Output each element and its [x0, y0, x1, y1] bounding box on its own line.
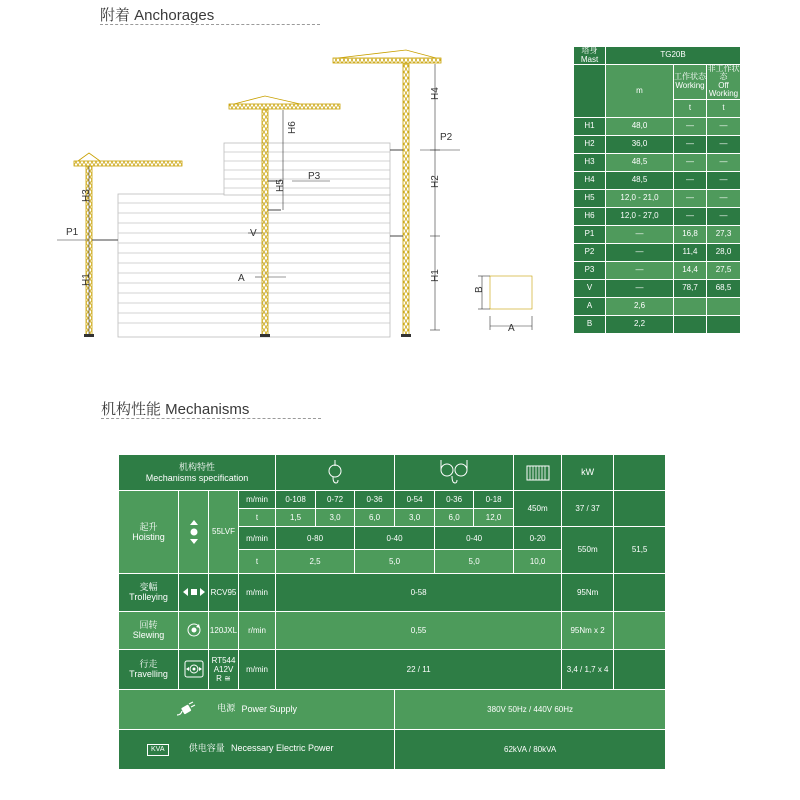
hoisting-model: 55LVF	[209, 491, 239, 574]
hoisting-speed-a: 0-72	[316, 491, 355, 509]
value-working: 14,4	[674, 261, 707, 279]
kva-badge-icon: KVA	[147, 744, 169, 756]
travelling-power: 3,4 / 1,7 x 4	[562, 649, 614, 689]
heading-divider	[101, 418, 321, 419]
section-label-b: B	[474, 286, 485, 293]
trolleying-speed: 0-58	[276, 573, 562, 611]
value-m: —	[606, 279, 674, 297]
spec-label-en: Mechanisms specification	[145, 472, 249, 483]
value-m: 48,0	[606, 117, 674, 135]
building-outline	[118, 143, 390, 337]
value-working: —	[674, 135, 707, 153]
travelling-model	[209, 649, 239, 689]
dim-label-p2: P2	[440, 132, 453, 143]
hoisting-speed-a: 0-36	[435, 491, 474, 509]
travelling-unit: m/min	[239, 649, 276, 689]
hoisting-label-cn: 起升	[139, 521, 158, 532]
trolley-arrows-icon	[179, 573, 209, 611]
value-off-working: —	[707, 153, 741, 171]
hoisting-rope-a: 450m	[514, 491, 562, 527]
dim-label-a: A	[238, 273, 245, 284]
row-label: V	[574, 279, 606, 297]
slewing-model: 120JXL	[209, 611, 239, 649]
row-label: P1	[574, 225, 606, 243]
blank-header	[574, 65, 606, 118]
plug-icon	[175, 705, 199, 714]
power-supply-value: 380V 50Hz / 440V 60Hz	[395, 689, 666, 729]
dim-label-h6: H6	[287, 121, 298, 134]
slewing-power: 95Nm x 2	[562, 611, 614, 649]
hoisting-unit-t: t	[239, 550, 276, 573]
row-label: A	[574, 297, 606, 315]
slewing-speed: 0,55	[276, 611, 562, 649]
travelling-model-1: RT544	[211, 655, 236, 665]
travelling-label	[119, 649, 179, 689]
power-supply-cn: 电源	[217, 703, 236, 714]
blank-cell	[614, 611, 666, 649]
value-working: —	[674, 153, 707, 171]
hoisting-speed-a: 0-108	[276, 491, 316, 509]
value-off-working: —	[707, 135, 741, 153]
hoisting-arrows-icon	[179, 491, 209, 574]
dim-label-h5: H5	[275, 179, 286, 192]
anchorage-row	[574, 117, 741, 135]
slewing-rotation-icon	[179, 611, 209, 649]
value-m: —	[606, 261, 674, 279]
value-working: 16,8	[674, 225, 707, 243]
value-m: 48,5	[606, 153, 674, 171]
value-m: 48,5	[606, 171, 674, 189]
working-label-en: Working	[675, 80, 705, 90]
hoisting-unit-mmin: m/min	[239, 491, 276, 509]
value-off-working: 27,5	[707, 261, 741, 279]
hoisting-unit-mmin: m/min	[239, 527, 276, 550]
mechanisms-title: 机构性能 Mechanisms	[101, 401, 250, 418]
value-m: 2,6	[606, 297, 674, 315]
hoisting-load-a: 6,0	[355, 509, 395, 527]
double-fall-hook-icon	[395, 455, 514, 491]
anchorage-row	[574, 135, 741, 153]
value-working	[674, 315, 707, 333]
blank-cell	[614, 573, 666, 611]
value-m: 12,0 - 21,0	[606, 189, 674, 207]
off-label-en1: Off	[718, 80, 729, 90]
slewing-label	[119, 611, 179, 649]
rope-drum-icon	[514, 455, 562, 491]
hoisting-label-en: Hoisting	[132, 531, 165, 542]
hoisting-unit-t: t	[239, 509, 276, 527]
trolleying-unit: m/min	[239, 573, 276, 611]
working-header	[674, 65, 707, 100]
value-m: 36,0	[606, 135, 674, 153]
anchorage-diagram	[0, 0, 560, 345]
unit-t-working: t	[674, 99, 707, 117]
row-label: H1	[574, 117, 606, 135]
anchorage-row	[574, 279, 741, 297]
mast-header	[574, 47, 606, 65]
mechanisms-table: 机构特性 Mechanisms specification kW 起升 Hoisting 55LVF m/min 0-108 0-72 0-36 0-54 0-36 0-18 450m 37 / 37 t 1,5 3,0 6,0 3,0 6,0 12,0 m/min 0-80 0-40 0-40 0-20 550m 51,5 可选择 Optional winch t 2,5 5,0 5,0 10,0 变幅 Trolleying RCV95 m/min 0-58 95Nm 回转 Slewing 120JXL r/min 0,55 95Nm x 2 行走 Travelling RT544 A12V R ≅ m/min 22 / 11 3,4 / 1,7 x 4 电源 Power Supply 380V 50Hz / 440V 60Hz KVA 供电容量 Necessary Electric Power 62kVA / 80kVA	[118, 454, 666, 770]
value-m: 12,0 - 27,0	[606, 207, 674, 225]
travelling-label-en: Travelling	[129, 669, 168, 680]
slewing-unit: r/min	[239, 611, 276, 649]
value-off-working	[707, 297, 741, 315]
travelling-label-cn: 行走	[139, 659, 158, 670]
value-off-working: 68,5	[707, 279, 741, 297]
dim-label-p3: P3	[308, 171, 321, 182]
dim-label-p1: P1	[66, 227, 79, 238]
value-off-working: —	[707, 171, 741, 189]
row-label: P3	[574, 261, 606, 279]
hoisting-speed-b: 0-20	[514, 527, 562, 550]
value-m: —	[606, 243, 674, 261]
anchorage-row	[574, 207, 741, 225]
hoisting-rope-b: 550m	[562, 527, 614, 574]
value-working: —	[674, 171, 707, 189]
dim-label-v: V	[250, 228, 257, 239]
anchorage-row	[574, 297, 741, 315]
spec-label-cn: 机构特性	[179, 462, 216, 473]
value-working: 11,4	[674, 243, 707, 261]
single-fall-hook-icon	[276, 455, 395, 491]
travel-wheel-icon	[179, 649, 209, 689]
hoisting-load-b: 10,0	[514, 550, 562, 573]
row-label: H6	[574, 207, 606, 225]
hoisting-label	[119, 491, 179, 574]
mast-label-en: Mast	[580, 54, 599, 64]
kw-header: kW	[562, 455, 614, 491]
anchorage-row	[574, 225, 741, 243]
travelling-model-2: A12V	[213, 664, 234, 674]
mechanisms-heading	[101, 398, 249, 419]
hoisting-load-b: 2,5	[276, 550, 355, 573]
unit-m-header: m	[606, 65, 674, 118]
value-m: —	[606, 225, 674, 243]
value-working: —	[674, 117, 707, 135]
electric-power-value: 62kVA / 80kVA	[395, 729, 666, 769]
trolleying-model: RCV95	[209, 573, 239, 611]
value-working: —	[674, 189, 707, 207]
electric-power-en: Necessary Electric Power	[230, 742, 334, 753]
dim-label-h3: H3	[81, 189, 92, 202]
spec-header	[119, 455, 276, 491]
anchorage-row	[574, 153, 741, 171]
unit-t-off: t	[707, 99, 741, 117]
value-working: —	[674, 207, 707, 225]
value-off-working	[707, 315, 741, 333]
value-m: 2,2	[606, 315, 674, 333]
travelling-speed: 22 / 11	[276, 649, 562, 689]
dim-label-h2: H2	[430, 175, 441, 188]
value-off-working: 28,0	[707, 243, 741, 261]
hoisting-power-a: 37 / 37	[562, 491, 614, 527]
row-label: B	[574, 315, 606, 333]
dim-label-h4: H4	[430, 87, 441, 100]
blank-cell	[614, 491, 666, 527]
trolleying-power: 95Nm	[562, 573, 614, 611]
hoisting-load-b: 5,0	[355, 550, 435, 573]
section-label-a: A	[508, 323, 515, 334]
anchorages-title: 附着 Anchorages	[100, 7, 215, 24]
value-working	[674, 297, 707, 315]
hoisting-speed-b: 0-40	[355, 527, 435, 550]
hoisting-speed-a: 0-54	[395, 491, 435, 509]
model-header: TG20B	[606, 47, 741, 65]
trolleying-label-cn: 变幅	[139, 582, 158, 593]
value-off-working: —	[707, 189, 741, 207]
dim-label-h1-left: H1	[81, 273, 92, 286]
hoisting-load-a: 3,0	[316, 509, 355, 527]
row-label: H2	[574, 135, 606, 153]
value-off-working: —	[707, 207, 741, 225]
anchorage-row	[574, 171, 741, 189]
mast-label-cn: 塔身	[581, 46, 598, 56]
hoisting-speed-a: 0-18	[474, 491, 514, 509]
hoisting-load-a: 3,0	[395, 509, 435, 527]
anchorage-row	[574, 315, 741, 333]
hoisting-load-b: 5,0	[435, 550, 514, 573]
hoisting-speed-b: 0-80	[276, 527, 355, 550]
slewing-label-cn: 回转	[139, 620, 158, 631]
blank-header	[614, 455, 666, 491]
hoisting-speed-b: 0-40	[435, 527, 514, 550]
row-label: H4	[574, 171, 606, 189]
hoisting-load-a: 6,0	[435, 509, 474, 527]
blank-cell	[614, 649, 666, 689]
working-label-cn: 工作状态	[674, 72, 706, 82]
row-label: H3	[574, 153, 606, 171]
anchorage-row	[574, 261, 741, 279]
off-label-en2: Working	[708, 89, 739, 99]
anchorage-row	[574, 243, 741, 261]
hoisting-load-a: 1,5	[276, 509, 316, 527]
hoisting-load-a: 12,0	[474, 509, 514, 527]
travelling-model-3: R ≅	[216, 674, 231, 684]
row-label: P2	[574, 243, 606, 261]
off-working-header	[707, 65, 741, 100]
row-label: H5	[574, 189, 606, 207]
section-box	[478, 276, 532, 330]
power-supply-label	[119, 689, 395, 729]
trolleying-label-en: Trolleying	[129, 592, 168, 603]
power-supply-en: Power Supply	[241, 703, 298, 714]
electric-power-label	[119, 729, 395, 769]
value-working: 78,7	[674, 279, 707, 297]
off-label-cn: 非工作状态	[707, 64, 740, 82]
slewing-label-en: Slewing	[132, 630, 165, 641]
electric-power-cn: 供电容量	[188, 742, 225, 753]
hoisting-speed-a: 0-36	[355, 491, 395, 509]
value-off-working: —	[707, 117, 741, 135]
anchorage-table	[573, 46, 741, 334]
trolleying-label	[119, 573, 179, 611]
anchorage-row	[574, 189, 741, 207]
value-off-working: 27,3	[707, 225, 741, 243]
dim-label-h1-right: H1	[430, 269, 441, 282]
hoisting-power-b: 51,5	[614, 527, 666, 574]
